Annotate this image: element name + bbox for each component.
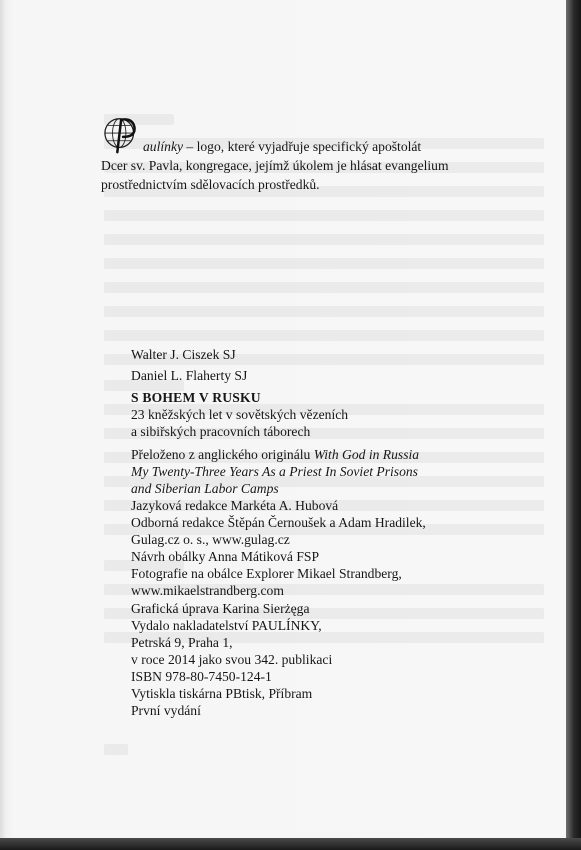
credit-line: Vydalo nakladatelství PAULÍNKY, [131,618,322,633]
credit-line: Fotografie na obálce Explorer Mikael Strandberg, [131,566,402,581]
credit-line: Petrská 9, Praha 1, [131,635,233,650]
logo-tagline [143,138,421,155]
original-title-line-1: With God in Russia [313,447,420,462]
original-title-line-3: and Siberian Labor Camps [131,481,279,496]
edition: První vydání [131,703,201,718]
brand-name: aulínky [143,139,184,154]
original-title-line-2: My Twenty-Three Years As a Priest In Soviet Prisons [131,464,418,479]
subtitle-line-1: 23 kněžských let v sovětských vězeních [131,407,349,422]
credit-line: www.mikaelstrandberg.com [131,583,284,598]
coauthor: Daniel L. Flaherty SJ [131,368,248,383]
tagline-text: – logo, které vyjadřuje specifický apoštolát [183,139,422,154]
credit-line: Grafická úprava Karina Sierżęga [131,601,310,616]
logo-description-line-3: prostřednictvím sdělovacích prostředků. [101,177,320,192]
page-edge-right [566,0,581,850]
isbn: ISBN 978-80-7450-124-1 [131,669,272,684]
credit-line: Návrh obálky Anna Mátiková FSP [131,549,320,564]
translation-note [131,446,419,463]
paulinky-globe-logo-icon [100,114,148,156]
page-edge-bottom [0,838,581,850]
subtitle-line-2: a sibiřských pracovních táborech [131,424,311,439]
credit-line: Jazyková redakce Markéta A. Hubová [131,498,339,513]
credit-line: v roce 2014 jako svou 342. publikaci [131,652,333,667]
translation-prefix: Přeloženo z anglického originálu [131,447,314,462]
logo-description-line-2: Dcer sv. Pavla, kongregace, jejímž úkolem je hlásat evangelium [101,158,449,173]
author: Walter J. Ciszek SJ [131,347,236,362]
credit-line: Vytiskla tiskárna PBtisk, Příbram [131,686,313,701]
book-title: S BOHEM V RUSKU [131,390,261,405]
credit-line: Gulag.cz o. s., www.gulag.cz [131,532,290,547]
credit-line: Odborná redakce Štěpán Černoušek a Adam Hradilek, [131,515,426,530]
